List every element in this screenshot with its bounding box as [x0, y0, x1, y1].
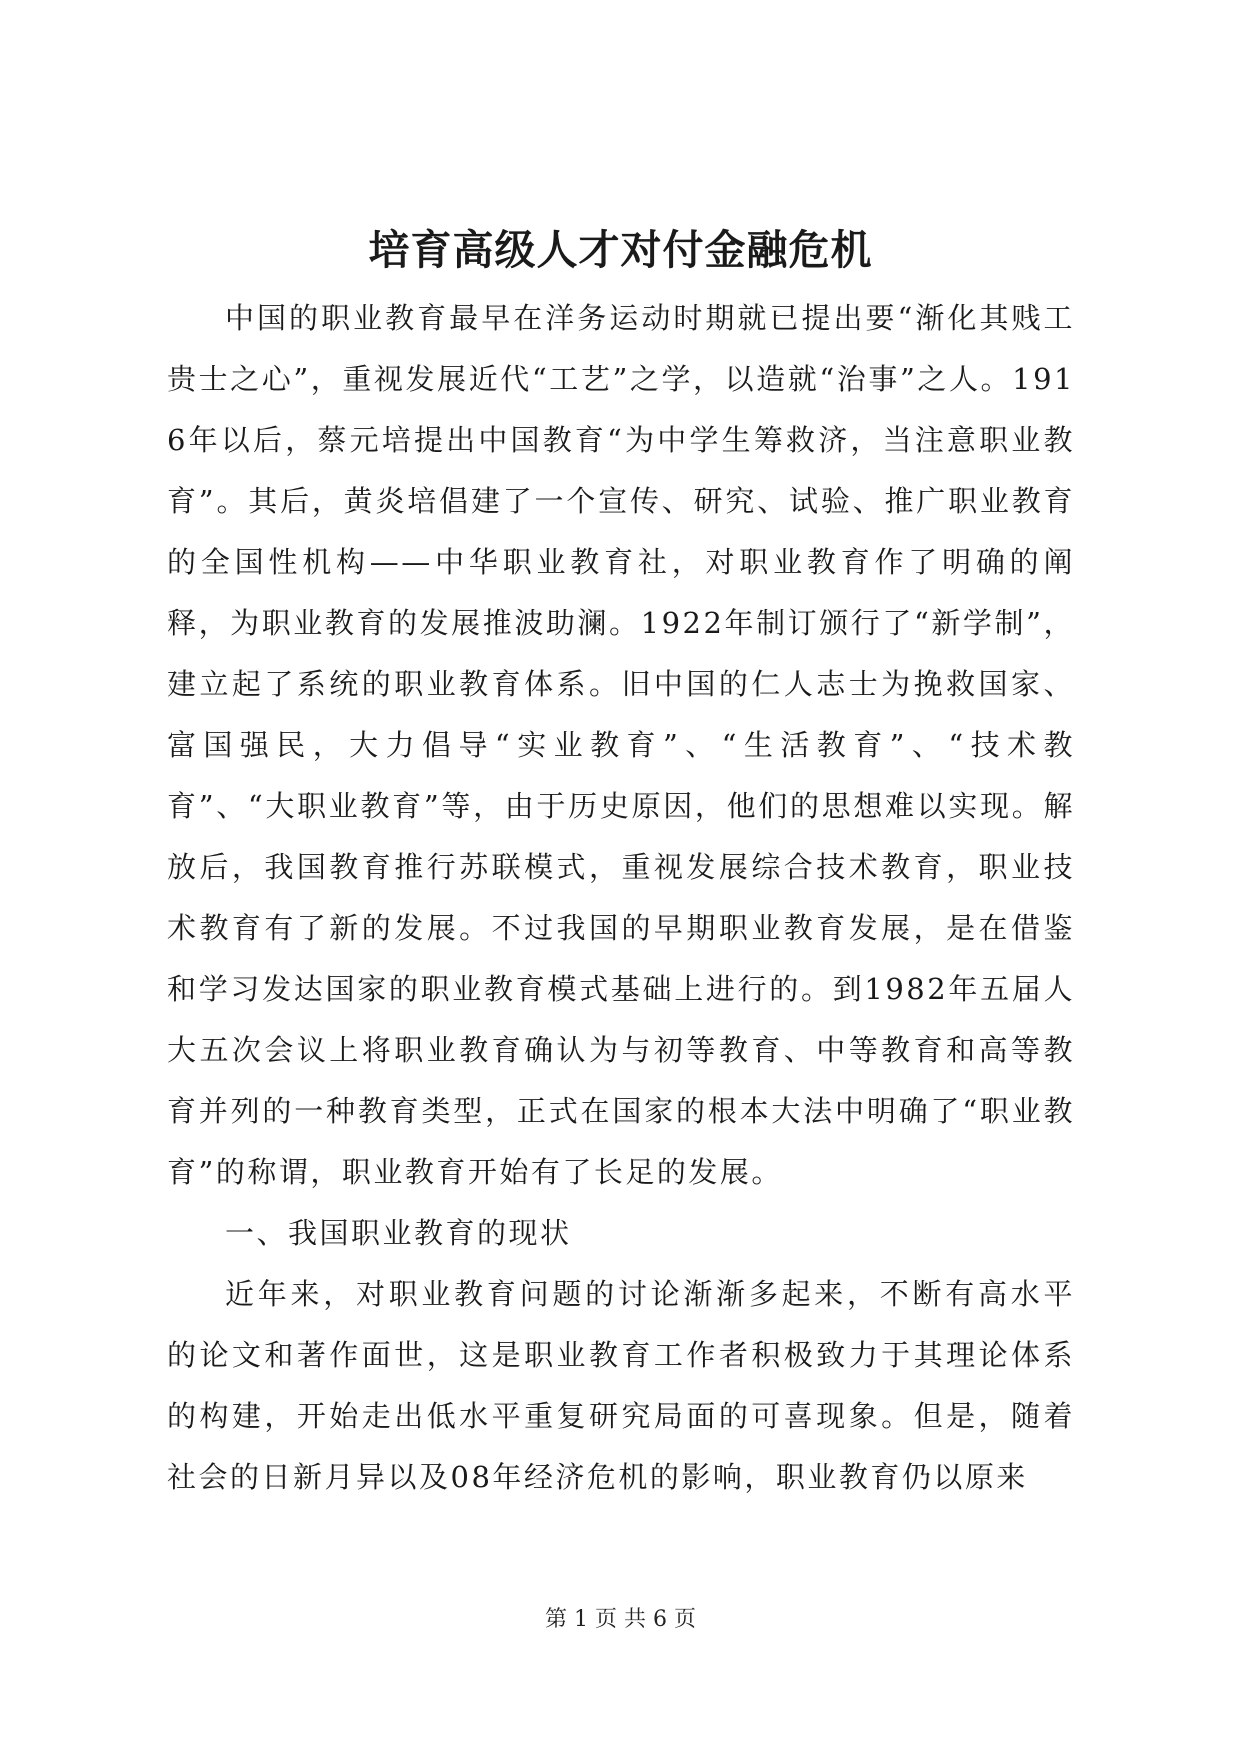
- section-heading-current-status: 一、我国职业教育的现状: [225, 1216, 572, 1250]
- document-body: [167, 288, 1075, 1508]
- document-title: 培育高级人才对付金融危机: [368, 226, 873, 274]
- paragraph-current-status: 近年来，对职业教育问题的讨论渐渐多起来，不断有高水平的论文和著作面世，这是职业教育工作者积极致力于其理论体系的构建，开始走出低水平重复研究局面的可喜现象。但是，随着社会的日新月异以及08年经济危机的影响，职业教育仍以原来: [167, 1277, 1075, 1494]
- paragraph-history: 中国的职业教育最早在洋务运动时期就已提出要“渐化其贱工贵士之心”，重视发展近代“工艺”之学，以造就“治事”之人。1916年以后，蔡元培提出中国教育“为中学生筹救济，当注意职业教育”。其后，黄炎培倡建了一个宣传、研究、试验、推广职业教育的全国性机构——中华职业教育社，对职业教育作了明确的阐释，为职业教育的发展推波助澜。1922年制订颁行了“新学制”，建立起了系统的职业教育体系。旧中国的仁人志士为挽救国家、富国强民，大力倡导“实业教育”、“生活教育”、“技术教育”、“大职业教育”等，由于历史原因，他们的思想难以实现。解放后，我国教育推行苏联模式，重视发展综合技术教育，职业技术教育有了新的发展。不过我国的早期职业教育发展，是在借鉴和学习发达国家的职业教育模式基础上进行的。到1982年五届人大五次会议上将职业教育确认为与初等教育、中等教育和高等教育并列的一种教育类型，正式在国家的根本大法中明确了“职业教育”的称谓，职业教育开始有了长足的发展。: [167, 301, 1075, 1189]
- page-footer: 第 1 页 共 6 页: [545, 1607, 696, 1632]
